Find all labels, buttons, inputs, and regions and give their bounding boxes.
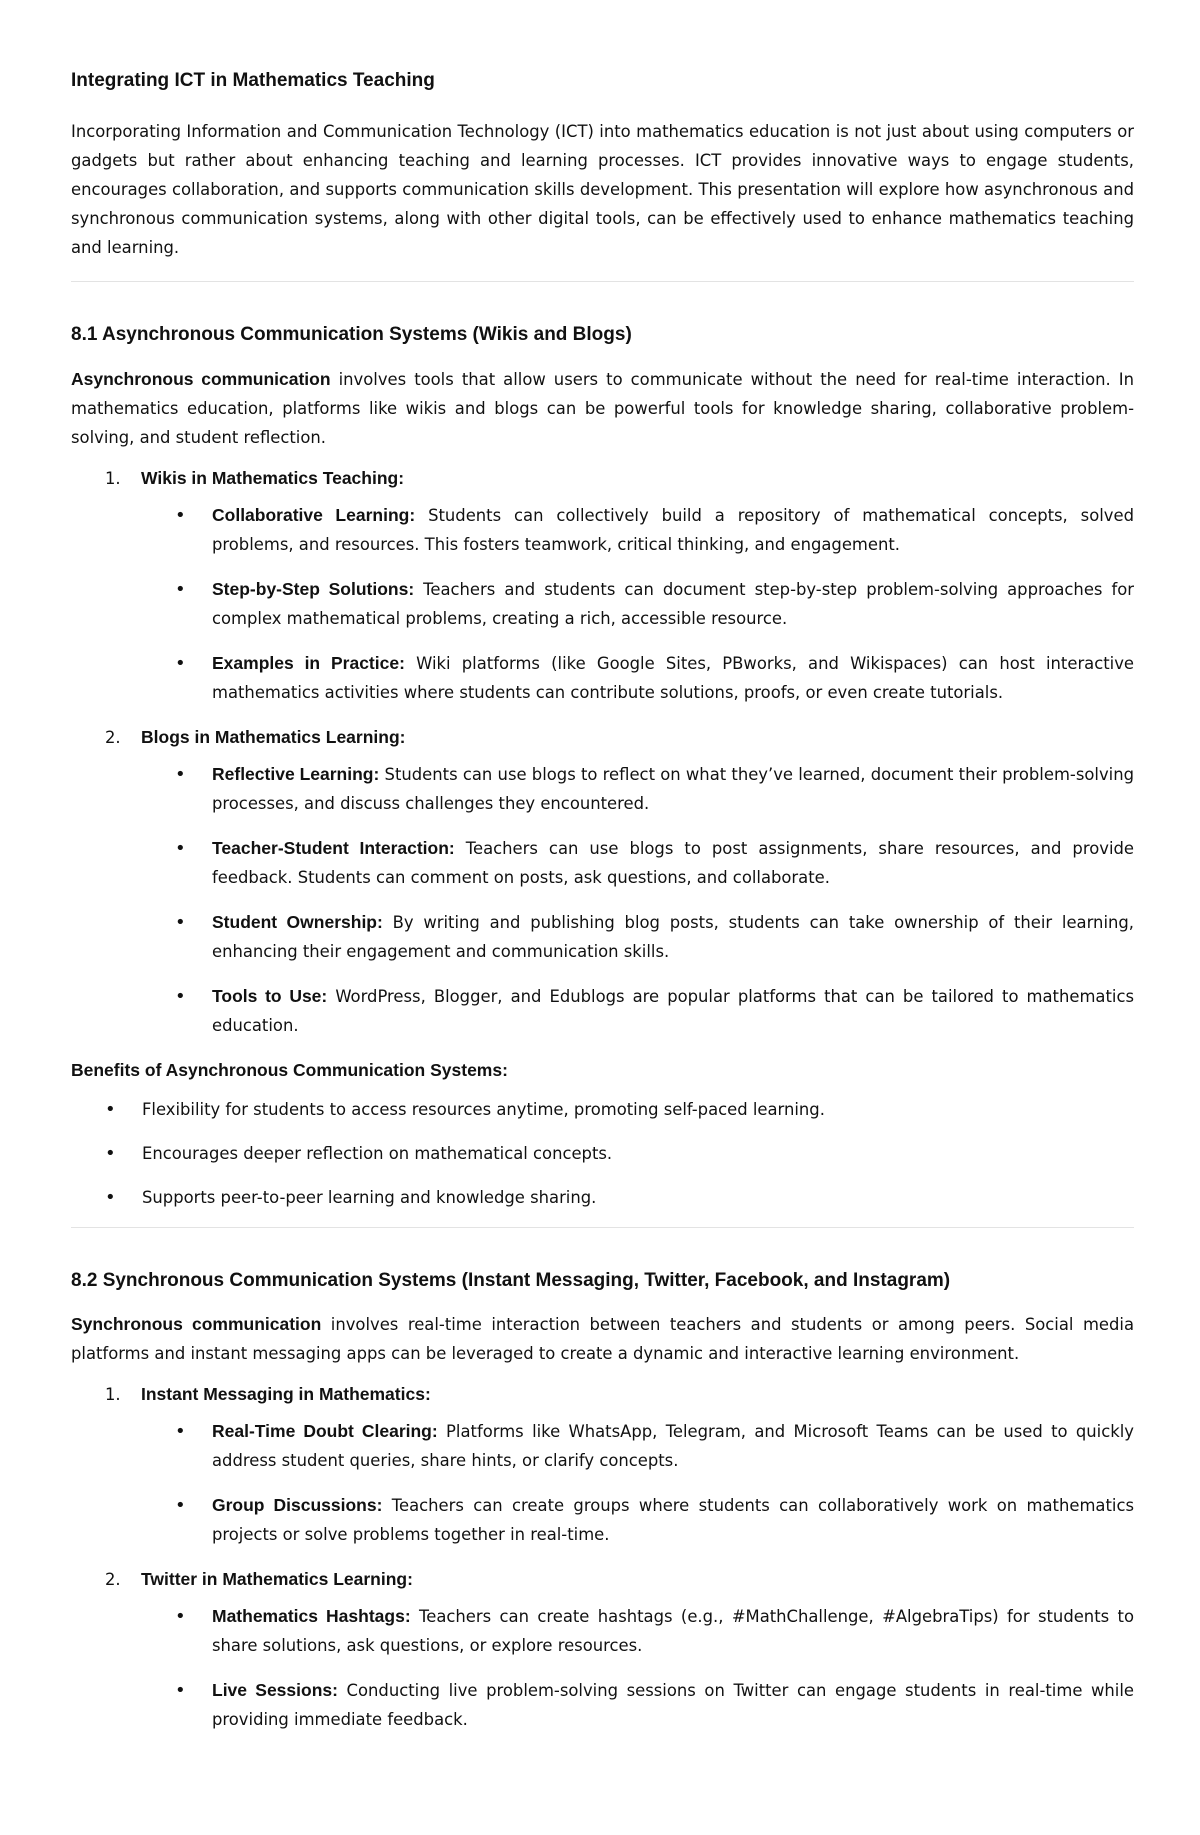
bullet-item xyxy=(141,760,1134,818)
intro-term: Synchronous communication xyxy=(71,1314,322,1335)
benefit-text: Flexibility for students to access resources anytime, promoting self-paced learning. xyxy=(142,1099,825,1119)
bullet-term: Reflective Learning: xyxy=(212,763,380,784)
bullet-icon: • xyxy=(105,1186,116,1208)
bullet-term: Student Ownership: xyxy=(212,911,383,932)
bullet-term: Tools to Use: xyxy=(212,985,328,1006)
bullet-text: WordPress, Blogger, and Edublogs are popular platforms that can be tailored to mathematics education. xyxy=(212,986,1134,1035)
intro-text: involves real-time interaction between teachers and students or among peers. Social media platforms and instant messaging apps can be leveraged to create a dynamic and interactive learning environment. xyxy=(71,1315,1134,1364)
list-number: 1. xyxy=(105,1385,121,1405)
bullet-icon: • xyxy=(175,1680,186,1702)
benefit-item xyxy=(71,1095,1134,1124)
bullet-list xyxy=(141,501,1134,707)
section-divider xyxy=(71,1227,1134,1228)
list-item-wikis xyxy=(71,464,1134,707)
bullet-icon: • xyxy=(175,837,186,859)
bullet-term: Real-Time Doubt Clearing: xyxy=(212,1421,438,1442)
list-heading: Wikis in Mathematics Teaching: xyxy=(141,467,405,488)
bullet-icon: • xyxy=(175,985,186,1007)
document-title: Integrating ICT in Mathematics Teaching xyxy=(71,70,435,91)
bullet-icon: • xyxy=(175,504,186,526)
benefits-heading: Benefits of Asynchronous Communication Systems: xyxy=(71,1059,508,1080)
bullet-term: Teacher-Student Interaction: xyxy=(212,837,455,858)
section-divider xyxy=(71,281,1134,282)
bullet-term: Step-by-Step Solutions: xyxy=(212,578,415,599)
numbered-list xyxy=(71,464,1134,1040)
list-item-blogs xyxy=(71,723,1134,1040)
bullet-term: Group Discussions: xyxy=(212,1495,383,1516)
bullet-text: Platforms like WhatsApp, Telegram, and Microsoft Teams can be used to quickly address student queries, share hints, or clarify concepts. xyxy=(212,1422,1134,1471)
list-heading: Instant Messaging in Mathematics: xyxy=(141,1384,431,1405)
list-number: 2. xyxy=(105,727,121,747)
bullet-text: Teachers and students can document step-by-step problem-solving approaches for complex mathematical problems, creating a rich, accessible resource. xyxy=(212,579,1135,628)
bullet-icon: • xyxy=(175,763,186,785)
bullet-icon: • xyxy=(175,911,186,933)
bullet-icon: • xyxy=(105,1142,116,1164)
intro-paragraph: Incorporating Information and Communication Technology (ICT) into mathematics education is not just about using computers or gadgets but rather about enhancing teaching and learning processes. ICT provides innovative ways to engage students, encourages collaboration, and supports communication skills development. This presentation will explore how asynchronous and synchronous communication systems, along with other digital tools, can be effectively used to enhance mathematics teaching and learning. xyxy=(71,121,1134,257)
bullet-text: Students can collectively build a repository of mathematical concepts, solved problems, and resources. This fosters teamwork, critical thinking, and engagement. xyxy=(212,505,1134,554)
bullet-icon: • xyxy=(175,578,186,600)
bullet-list xyxy=(141,1417,1134,1549)
section-title-asynchronous: 8.1 Asynchronous Communication Systems (Wikis and Blogs) xyxy=(71,323,632,345)
bullet-term: Examples in Practice: xyxy=(212,652,405,673)
benefit-text: Supports peer-to-peer learning and knowledge sharing. xyxy=(142,1187,597,1207)
bullet-item xyxy=(141,908,1134,966)
list-heading: Twitter in Mathematics Learning: xyxy=(141,1569,413,1590)
bullet-term: Collaborative Learning: xyxy=(212,504,416,525)
bullet-text: Students can use blogs to reflect on what they’ve learned, document their problem-solving processes, and discuss challenges they encountered. xyxy=(212,764,1134,813)
section-intro-asynchronous xyxy=(71,365,1134,452)
benefits-list xyxy=(71,1095,1134,1212)
bullet-icon: • xyxy=(175,1606,186,1628)
bullet-icon: • xyxy=(105,1098,116,1120)
intro-text: involves tools that allow users to communicate without the need for real-time interaction. In mathematics education, platforms like wikis and blogs can be powerful tools for knowledge sharing, collaborative problem-solving, and student reflection. xyxy=(71,369,1134,447)
bullet-term: Mathematics Hashtags: xyxy=(212,1606,411,1627)
bullet-text: By writing and publishing blog posts, students can take ownership of their learning, enhancing their engagement and communication skills. xyxy=(212,912,1134,961)
bullet-text: Conducting live problem-solving sessions on Twitter can engage students in real-time while providing immediate feedback. xyxy=(212,1681,1134,1730)
bullet-list xyxy=(141,1602,1134,1734)
bullet-item xyxy=(141,982,1134,1040)
list-item-instant-messaging xyxy=(71,1380,1134,1549)
benefit-item xyxy=(71,1139,1134,1168)
numbered-list xyxy=(71,1380,1134,1734)
bullet-item xyxy=(141,1676,1134,1734)
bullet-item xyxy=(141,1417,1134,1475)
benefit-item xyxy=(71,1183,1134,1212)
bullet-item xyxy=(141,834,1134,892)
benefit-text: Encourages deeper reflection on mathematical concepts. xyxy=(142,1143,613,1163)
bullet-icon: • xyxy=(175,1495,186,1517)
list-item-twitter xyxy=(71,1565,1134,1734)
bullet-item xyxy=(141,575,1134,633)
section-title-synchronous: 8.2 Synchronous Communication Systems (Instant Messaging, Twitter, Facebook, and Instagram) xyxy=(71,1269,951,1291)
bullet-item xyxy=(141,649,1134,707)
bullet-text: Teachers can create groups where students can collaboratively work on mathematics projects or solve problems together in real-time. xyxy=(212,1496,1134,1545)
bullet-text: Wiki platforms (like Google Sites, PBworks, and Wikispaces) can host interactive mathematics activities where students can contribute solutions, proofs, or even create tutorials. xyxy=(212,653,1135,702)
bullet-item xyxy=(141,1602,1134,1660)
bullet-list xyxy=(141,760,1134,1040)
bullet-icon: • xyxy=(175,1421,186,1443)
section-intro-synchronous xyxy=(71,1310,1134,1368)
bullet-icon: • xyxy=(175,652,186,674)
bullet-item xyxy=(141,501,1134,559)
bullet-text: Teachers can use blogs to post assignments, share resources, and provide feedback. Students can comment on posts, ask questions, and collaborate. xyxy=(212,838,1134,887)
bullet-item xyxy=(141,1491,1134,1549)
list-number: 1. xyxy=(105,468,121,488)
bullet-term: Live Sessions: xyxy=(212,1680,338,1701)
list-number: 2. xyxy=(105,1570,121,1590)
bullet-text: Teachers can create hashtags (e.g., #MathChallenge, #AlgebraTips) for students to share solutions, ask questions, or explore resources. xyxy=(212,1607,1134,1656)
intro-term: Asynchronous communication xyxy=(71,368,331,389)
list-heading: Blogs in Mathematics Learning: xyxy=(141,726,406,747)
